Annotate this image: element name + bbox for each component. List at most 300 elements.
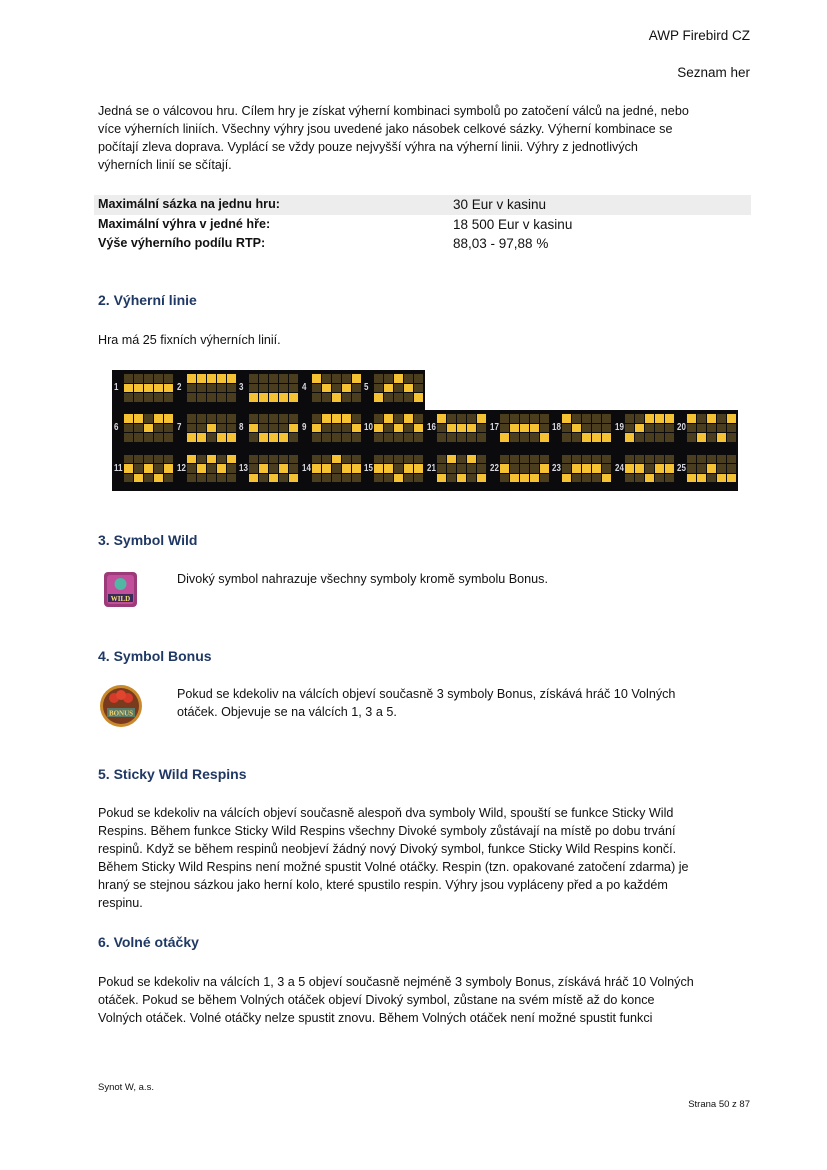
payline-cell <box>217 393 226 402</box>
game-parameters-table <box>94 195 751 254</box>
payline-cell <box>279 414 288 423</box>
text-line: Jedná se o válcovou hru. Cílem hry je získat výherní kombinaci symbolů po zatočení válců na jedné, nebo <box>98 104 689 118</box>
text-line: respinu. <box>98 896 143 910</box>
payline-9 <box>300 410 362 450</box>
table-row <box>94 234 751 254</box>
payline-cell <box>582 414 591 423</box>
payline-cell <box>655 455 664 464</box>
payline-cell <box>269 424 278 433</box>
text-line: respinů. Když se během respinů neobjeví žádný nový Divoký symbol, funkce Sticky Wild Respins končí. <box>98 842 677 856</box>
payline-cell <box>500 414 509 423</box>
payline-cell <box>635 474 644 483</box>
payline-cell <box>697 455 706 464</box>
payline-cell <box>592 474 601 483</box>
row-value: 88,03 - 97,88 % <box>453 236 549 251</box>
payline-cell <box>457 433 466 442</box>
payline-cell-active <box>332 455 341 464</box>
payline-cell <box>447 474 456 483</box>
payline-cell <box>249 455 258 464</box>
payline-cell <box>625 455 634 464</box>
payline-number: 20 <box>677 422 687 434</box>
payline-cell-active <box>259 393 268 402</box>
payline-cell-active <box>404 414 413 423</box>
payline-cell-active <box>394 374 403 383</box>
payline-cell <box>447 414 456 423</box>
payline-grid <box>562 414 611 442</box>
row-label: Maximální sázka na jednu hru: <box>98 197 280 211</box>
payline-cell <box>279 455 288 464</box>
payline-cell <box>342 393 351 402</box>
payline-cell <box>520 414 529 423</box>
payline-cell-active <box>154 414 163 423</box>
payline-cell <box>144 414 153 423</box>
payline-cell-active <box>217 433 226 442</box>
payline-cell-active <box>207 374 216 383</box>
payline-cell <box>144 433 153 442</box>
payline-cell-active <box>457 424 466 433</box>
payline-cell <box>635 433 644 442</box>
payline-cell <box>259 374 268 383</box>
payline-cell-active <box>467 455 476 464</box>
payline-cell <box>374 414 383 423</box>
payline-grid <box>124 455 173 483</box>
payline-cell <box>249 374 258 383</box>
text-line: Pokud se kdekoliv na válcích objeví současně alespoň dva symboly Wild, spouští se funkce Sticky Wild <box>98 806 674 820</box>
payline-cell-active <box>447 424 456 433</box>
payline-number: 7 <box>176 422 182 434</box>
payline-cell <box>414 455 423 464</box>
payline-cell <box>154 374 163 383</box>
payline-cell <box>154 464 163 473</box>
payline-number: 2 <box>176 382 182 393</box>
payline-cell-active <box>342 384 351 393</box>
payline-cell <box>289 433 298 442</box>
payline-cell <box>394 393 403 402</box>
payline-cell <box>457 455 466 464</box>
payline-cell <box>687 433 696 442</box>
payline-cell <box>207 414 216 423</box>
payline-cell-active <box>540 433 549 442</box>
payline-cell <box>467 433 476 442</box>
payline-cell-active <box>259 433 268 442</box>
text-line: Pokud se kdekoliv na válcích 1, 3 a 5 objeví současně nejméně 3 symboly Bonus, získává hráč 10 Volných <box>98 975 694 989</box>
payline-6 <box>112 410 174 450</box>
payline-number: 1 <box>114 382 119 393</box>
payline-cell <box>727 433 736 442</box>
payline-cell-active <box>227 433 236 442</box>
payline-cell <box>164 393 173 402</box>
payline-cell-active <box>582 464 591 473</box>
payline-number: 6 <box>114 422 119 434</box>
payline-cell <box>227 474 236 483</box>
payline-cell-active <box>322 384 331 393</box>
payline-cell-active <box>269 433 278 442</box>
payline-cell <box>414 474 423 483</box>
payline-cell-active <box>520 474 529 483</box>
payline-cell-active <box>332 414 341 423</box>
section-heading-bonus: 4. Symbol Bonus <box>98 648 212 664</box>
payline-cell <box>259 384 268 393</box>
payline-number: 11 <box>114 462 123 474</box>
payline-cell <box>510 414 519 423</box>
payline-cell <box>477 424 486 433</box>
payline-cell-active <box>697 474 706 483</box>
payline-cell <box>394 455 403 464</box>
payline-cell <box>582 474 591 483</box>
payline-cell-active <box>477 414 486 423</box>
payline-cell-active <box>154 474 163 483</box>
payline-cell-active <box>665 464 674 473</box>
payline-cell-active <box>217 374 226 383</box>
payline-cell-active <box>477 474 486 483</box>
payline-cell <box>197 414 206 423</box>
payline-cell-active <box>645 414 654 423</box>
payline-cell <box>520 464 529 473</box>
payline-cell-active <box>124 414 133 423</box>
payline-grid <box>374 374 423 402</box>
payline-cell <box>625 414 634 423</box>
payline-number: 14 <box>301 462 311 474</box>
payline-cell <box>332 474 341 483</box>
payline-cell <box>187 424 196 433</box>
payline-cell-active <box>520 424 529 433</box>
payline-cell-active <box>144 464 153 473</box>
header-title: AWP Firebird CZ <box>648 28 750 43</box>
payline-cell <box>124 424 133 433</box>
payline-cell <box>187 464 196 473</box>
payline-cell-active <box>164 384 173 393</box>
payline-cell-active <box>500 433 509 442</box>
payline-cell-active <box>312 424 321 433</box>
payline-cell <box>144 455 153 464</box>
payline-grid <box>312 414 361 442</box>
payline-cell <box>467 474 476 483</box>
payline-number: 8 <box>239 422 244 434</box>
payline-cell-active <box>635 464 644 473</box>
payline-cell <box>520 433 529 442</box>
payline-cell <box>352 393 361 402</box>
payline-cell <box>645 433 654 442</box>
payline-cell <box>259 424 268 433</box>
payline-22 <box>488 451 550 491</box>
payline-cell-active <box>592 464 601 473</box>
payline-number: 3 <box>239 382 244 393</box>
payline-cell <box>592 414 601 423</box>
payline-cell-active <box>187 455 196 464</box>
payline-cell <box>384 433 393 442</box>
payline-cell <box>289 414 298 423</box>
payline-grid <box>687 414 736 442</box>
payline-cell <box>707 424 716 433</box>
text-line: otáček. Objevuje se na válcích 1, 3 a 5. <box>177 705 397 719</box>
payline-cell <box>197 474 206 483</box>
payline-cell <box>477 455 486 464</box>
payline-cell <box>530 414 539 423</box>
payline-cell-active <box>437 474 446 483</box>
payline-cell-active <box>414 393 423 402</box>
text-line: Pokud se kdekoliv na válcích objeví současně 3 symboly Bonus, získává hráč 10 Volných <box>177 687 676 701</box>
payline-grid <box>625 414 674 442</box>
svg-text:WILD: WILD <box>110 595 131 603</box>
payline-number: 12 <box>176 462 186 474</box>
payline-cell <box>279 374 288 383</box>
payline-cell <box>279 424 288 433</box>
payline-cell <box>665 455 674 464</box>
payline-cell <box>289 384 298 393</box>
payline-grid <box>312 374 361 402</box>
payline-cell-active <box>312 464 321 473</box>
payline-cell <box>635 414 644 423</box>
payline-cell <box>312 433 321 442</box>
payline-cell <box>332 384 341 393</box>
payline-cell <box>197 424 206 433</box>
payline-cell <box>414 374 423 383</box>
payline-cell <box>447 433 456 442</box>
text-line: výherních linií se sčítají. <box>98 158 232 172</box>
payline-cell-active <box>197 433 206 442</box>
payline-cell <box>635 455 644 464</box>
payline-cell-active <box>279 433 288 442</box>
payline-cell-active <box>414 464 423 473</box>
payline-cell <box>572 474 581 483</box>
payline-cell <box>164 474 173 483</box>
payline-cell <box>457 464 466 473</box>
payline-cell-active <box>394 424 403 433</box>
payline-cell <box>154 424 163 433</box>
payline-cell <box>322 424 331 433</box>
payline-cell <box>249 414 258 423</box>
payline-cell <box>374 384 383 393</box>
payline-cell <box>717 424 726 433</box>
table-row <box>94 195 751 215</box>
payline-cell <box>332 433 341 442</box>
payline-cell <box>279 474 288 483</box>
payline-cell <box>530 455 539 464</box>
payline-cell <box>467 464 476 473</box>
text-line: Během Sticky Wild Respins není možné spustit Volné otáčky. Respin (tzn. opakované zatočení zdarma) je <box>98 860 689 874</box>
table-row <box>94 215 751 235</box>
payline-19 <box>613 410 675 450</box>
payline-cell-active <box>562 474 571 483</box>
payline-number: 16 <box>427 422 436 434</box>
payline-cell <box>352 455 361 464</box>
payline-cell <box>414 414 423 423</box>
payline-cell-active <box>124 464 133 473</box>
payline-cell-active <box>197 374 206 383</box>
payline-cell-active <box>207 424 216 433</box>
payline-cell <box>687 424 696 433</box>
payline-cell <box>582 455 591 464</box>
payline-cell <box>384 424 393 433</box>
payline-21 <box>425 451 487 491</box>
payline-25 <box>675 451 737 491</box>
payline-cell-active <box>289 474 298 483</box>
payline-cell <box>144 393 153 402</box>
payline-grid <box>374 414 423 442</box>
payline-cell <box>217 384 226 393</box>
payline-cell-active <box>635 424 644 433</box>
payline-cell-active <box>625 433 634 442</box>
payline-cell-active <box>279 464 288 473</box>
payline-cell-active <box>510 424 519 433</box>
payline-cell-active <box>384 384 393 393</box>
payline-cell-active <box>249 474 258 483</box>
free-spins-paragraph <box>98 973 694 1027</box>
header-subtitle: Seznam her <box>677 65 750 80</box>
payline-cell-active <box>467 424 476 433</box>
payline-cell <box>124 433 133 442</box>
payline-cell-active <box>164 414 173 423</box>
payline-cell <box>540 414 549 423</box>
text-line: hraný se stejnou sázkou jako herní kolo, které spustilo respin. Výhry jsou vypláceny před a po každém <box>98 878 668 892</box>
section-heading-paylines: 2. Výherní linie <box>98 292 197 308</box>
payline-cell <box>187 393 196 402</box>
payline-cell <box>665 433 674 442</box>
payline-13 <box>237 451 299 491</box>
payline-cell <box>447 464 456 473</box>
payline-cell <box>727 464 736 473</box>
payline-cell <box>707 474 716 483</box>
payline-number: 9 <box>301 422 307 434</box>
payline-cell <box>207 384 216 393</box>
payline-cell <box>259 414 268 423</box>
payline-cell-active <box>374 393 383 402</box>
payline-cell-active <box>352 464 361 473</box>
payline-cell <box>530 433 539 442</box>
payline-cell <box>500 455 509 464</box>
payline-cell <box>197 455 206 464</box>
payline-cell <box>322 455 331 464</box>
payline-grid <box>124 374 173 402</box>
payline-cell <box>207 464 216 473</box>
payline-24 <box>613 451 675 491</box>
wild-text: Divoký symbol nahrazuje všechny symboly kromě symbolu Bonus. <box>177 572 548 586</box>
payline-cell <box>289 374 298 383</box>
payline-cell <box>477 433 486 442</box>
payline-grid <box>625 455 674 483</box>
payline-cell <box>259 455 268 464</box>
payline-cell-active <box>352 424 361 433</box>
payline-cell <box>187 384 196 393</box>
payline-grid <box>312 455 361 483</box>
payline-3 <box>237 370 299 410</box>
payline-grid <box>500 455 549 483</box>
payline-cell-active <box>227 455 236 464</box>
payline-cell <box>602 424 611 433</box>
payline-cell <box>187 414 196 423</box>
payline-cell <box>197 384 206 393</box>
payline-cell-active <box>500 464 509 473</box>
payline-cell <box>530 464 539 473</box>
payline-cell <box>457 414 466 423</box>
payline-cell-active <box>289 393 298 402</box>
payline-cell <box>414 384 423 393</box>
payline-8 <box>237 410 299 450</box>
payline-grid <box>249 414 298 442</box>
payline-cell-active <box>530 424 539 433</box>
payline-cell <box>510 455 519 464</box>
payline-cell <box>269 384 278 393</box>
payline-grid <box>500 414 549 442</box>
payline-cell <box>207 393 216 402</box>
payline-cell <box>384 393 393 402</box>
payline-cell-active <box>707 464 716 473</box>
payline-cell <box>164 374 173 383</box>
payline-cell <box>134 424 143 433</box>
payline-cell <box>249 433 258 442</box>
payline-cell <box>727 455 736 464</box>
payline-cell <box>394 433 403 442</box>
row-value: 30 Eur v kasinu <box>453 197 547 212</box>
payline-cell <box>342 433 351 442</box>
payline-cell <box>467 414 476 423</box>
payline-cell <box>134 464 143 473</box>
payline-cell-active <box>124 384 133 393</box>
payline-cell <box>437 455 446 464</box>
payline-cell-active <box>707 414 716 423</box>
payline-cell-active <box>404 384 413 393</box>
payline-cell <box>645 424 654 433</box>
payline-number: 17 <box>489 422 499 434</box>
payline-number: 21 <box>427 462 436 474</box>
payline-cell-active <box>269 393 278 402</box>
payline-cell-active <box>727 414 736 423</box>
payline-grid <box>562 455 611 483</box>
payline-number: 13 <box>239 462 249 474</box>
payline-10 <box>362 410 424 450</box>
payline-cell <box>437 433 446 442</box>
payline-cell-active <box>187 433 196 442</box>
payline-cell <box>707 433 716 442</box>
payline-cell <box>562 464 571 473</box>
intro-paragraph <box>98 102 689 174</box>
payline-cell <box>269 414 278 423</box>
payline-cell <box>227 464 236 473</box>
payline-cell <box>134 374 143 383</box>
payline-cell <box>404 433 413 442</box>
payline-14 <box>300 451 362 491</box>
payline-cell-active <box>207 455 216 464</box>
payline-cell <box>312 455 321 464</box>
payline-cell <box>312 393 321 402</box>
payline-cell <box>697 424 706 433</box>
payline-cell-active <box>144 384 153 393</box>
payline-cell <box>217 455 226 464</box>
payline-cell <box>154 433 163 442</box>
payline-cell <box>124 455 133 464</box>
svg-text:BONUS: BONUS <box>108 709 134 718</box>
payline-cell <box>227 424 236 433</box>
paylines-text: Hra má 25 fixních výherních linií. <box>98 333 281 347</box>
payline-cell <box>227 384 236 393</box>
payline-cell-active <box>269 474 278 483</box>
payline-cell <box>154 455 163 464</box>
payline-cell-active <box>342 414 351 423</box>
payline-cell-active <box>592 433 601 442</box>
payline-cell <box>602 414 611 423</box>
payline-cell-active <box>645 474 654 483</box>
payline-cell <box>717 414 726 423</box>
payline-cell <box>500 474 509 483</box>
payline-cell <box>727 424 736 433</box>
payline-cell <box>374 474 383 483</box>
row-label: Maximální výhra v jedné hře: <box>98 216 271 231</box>
section-heading-sticky-wild: 5. Sticky Wild Respins <box>98 766 247 782</box>
payline-grid <box>374 455 423 483</box>
row-label: Výše výherního podílu RTP: <box>98 236 266 250</box>
payline-number: 15 <box>364 462 374 474</box>
text-line: více výherních liniích. Všechny výhry jsou uvedené jako násobek celkové sázky. Výherní kombinace se <box>98 122 673 136</box>
